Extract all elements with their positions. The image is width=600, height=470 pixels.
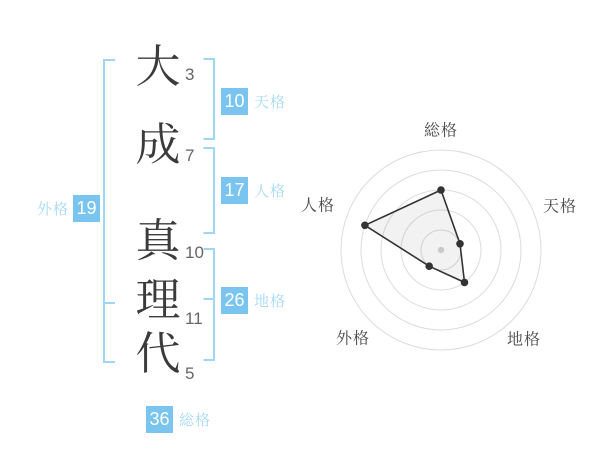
name-character-3: 真 bbox=[135, 215, 181, 266]
jinkaku-value-badge: 17 bbox=[221, 177, 248, 204]
radar-data-point bbox=[361, 222, 369, 230]
tenkaku-label: 天格 bbox=[254, 94, 287, 111]
chikaku-bracket bbox=[204, 249, 215, 360]
name-character-2: 成 bbox=[135, 119, 181, 170]
stroke-count-4: 11 bbox=[185, 309, 203, 328]
gaikaku-value-badge: 19 bbox=[73, 195, 100, 222]
radar-data-point bbox=[425, 262, 433, 270]
radar-axis-label: 地格 bbox=[506, 331, 542, 349]
radar-axis-label: 外格 bbox=[335, 330, 371, 348]
stroke-count-3: 10 bbox=[185, 243, 204, 262]
radar-data-polygon bbox=[365, 190, 465, 282]
stroke-count-1: 3 bbox=[185, 65, 195, 84]
jinkaku-label: 人格 bbox=[254, 183, 287, 200]
radar-data-point bbox=[456, 240, 464, 248]
chikaku-value-badge: 26 bbox=[221, 287, 248, 314]
tenkaku-bracket bbox=[204, 59, 215, 139]
radar-axis-label: 総格 bbox=[423, 122, 459, 140]
soukaku-value-badge: 36 bbox=[146, 406, 173, 433]
radar-data-point bbox=[461, 279, 469, 287]
tenkaku-value-badge: 10 bbox=[221, 88, 248, 115]
soukaku-label: 総格 bbox=[179, 412, 212, 429]
jinkaku-bracket bbox=[204, 148, 215, 233]
stroke-count-5: 5 bbox=[185, 364, 195, 383]
name-character-1: 大 bbox=[135, 41, 181, 92]
radar-axis-label: 天格 bbox=[542, 198, 578, 216]
radar-center-dot bbox=[438, 247, 444, 253]
stroke-count-2: 7 bbox=[185, 146, 195, 165]
gaikaku-bracket bbox=[104, 60, 115, 362]
fortune-radar-chart bbox=[300, 110, 591, 390]
radar-data-point bbox=[437, 186, 445, 194]
gaikaku-label: 外格 bbox=[36, 201, 69, 218]
name-character-5: 代 bbox=[135, 328, 181, 379]
name-character-4: 理 bbox=[135, 274, 181, 325]
chikaku-label: 地格 bbox=[254, 293, 287, 310]
radar-axis-label: 人格 bbox=[300, 197, 336, 215]
